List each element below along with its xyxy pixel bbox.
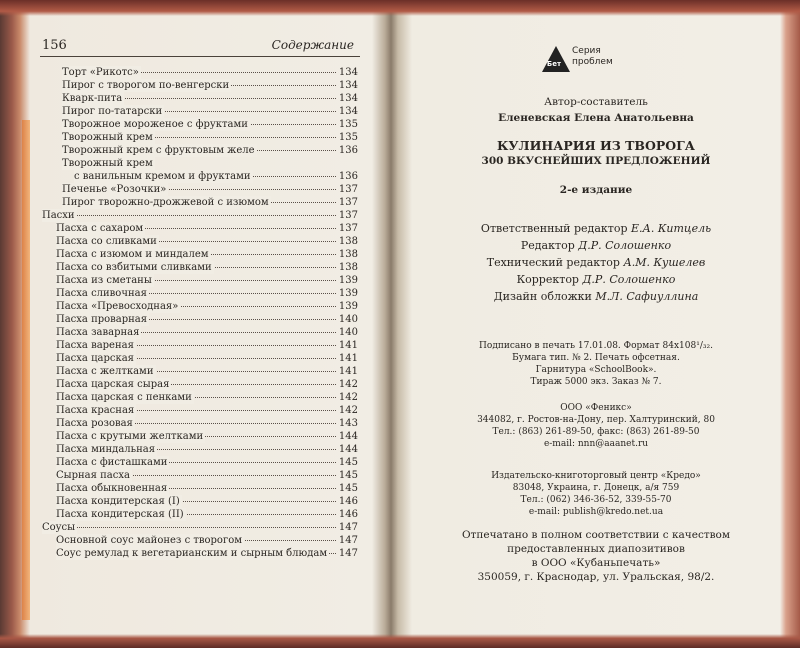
credit-name: Д.Р. Солошенко bbox=[578, 239, 672, 252]
toc-entry bbox=[42, 521, 358, 534]
right-page bbox=[418, 34, 774, 594]
toc-entry-title: Пасха кондитерская (II) bbox=[56, 509, 184, 520]
toc-entry-title: Пасха с сахаром bbox=[56, 223, 144, 234]
toc-entry-page: 138 bbox=[338, 236, 358, 247]
toc-entry-title: Творожное мороженое с фруктами bbox=[62, 119, 248, 130]
toc-entry-title: Пасха из сметаны bbox=[56, 275, 152, 286]
toc-entry-title: Пасха с изюмом и миндалем bbox=[56, 249, 209, 260]
toc-entry-page: 134 bbox=[338, 93, 358, 104]
toc-entry-title: Основной соус майонез с творогом bbox=[56, 535, 242, 546]
toc-entry-page: 144 bbox=[338, 431, 358, 442]
toc-entry bbox=[42, 105, 358, 118]
toc-entry-title: Творожный крем bbox=[62, 158, 153, 169]
page-header bbox=[40, 34, 360, 57]
publisher-line: e-mail: nnn@aaanet.ru bbox=[543, 439, 649, 449]
toc-entry-title: Пасха царская bbox=[56, 353, 134, 364]
credits-block bbox=[418, 222, 774, 307]
print-info-line: Подписано в печать 17.01.08. Формат 84х108¹/₃₂. bbox=[479, 341, 713, 351]
credit-role: Редактор bbox=[520, 239, 579, 252]
toc-leader-dots bbox=[42, 215, 336, 216]
print-info-line: Бумага тип. № 2. Печать офсетная. bbox=[512, 353, 680, 363]
credit-line bbox=[418, 273, 774, 290]
toc-entry bbox=[42, 131, 358, 144]
toc-entry-page: 139 bbox=[338, 301, 358, 312]
publisher-line: 344082, г. Ростов-на-Дону, пер. Халтуринский, 80 bbox=[477, 415, 715, 425]
credit-line bbox=[418, 222, 774, 239]
toc-entry bbox=[42, 456, 358, 469]
toc-entry-title: Творожный крем bbox=[62, 132, 153, 143]
toc-entry-page: 137 bbox=[338, 210, 358, 221]
series-logo bbox=[536, 40, 636, 80]
toc-entry bbox=[42, 144, 358, 157]
toc-entry bbox=[42, 443, 358, 456]
book-subtitle: 300 ВКУСНЕЙШИХ ПРЕДЛОЖЕНИЙ bbox=[481, 155, 711, 167]
toc-entry bbox=[42, 157, 358, 170]
toc-entry bbox=[42, 170, 358, 183]
toc-entry-page: 140 bbox=[338, 327, 358, 338]
table-of-contents bbox=[42, 66, 358, 560]
credit-line bbox=[418, 290, 774, 307]
printer-line: предоставленных диапозитивов bbox=[507, 543, 685, 555]
toc-entry bbox=[42, 534, 358, 547]
page-edge-strip bbox=[22, 120, 30, 620]
toc-entry-page: 137 bbox=[338, 197, 358, 208]
compiler-label: Автор-составитель bbox=[544, 96, 648, 108]
toc-entry-page: 145 bbox=[338, 483, 358, 494]
toc-entry-page: 135 bbox=[338, 119, 358, 130]
toc-entry-title: Пасха проварная bbox=[56, 314, 148, 325]
toc-entry-title: Пирог творожно-дрожжевой с изюмом bbox=[62, 197, 269, 208]
toc-entry-title: Пасха миндальная bbox=[56, 444, 156, 455]
toc-entry-page: 140 bbox=[338, 314, 358, 325]
toc-entry-page: 147 bbox=[338, 548, 358, 559]
toc-entry bbox=[42, 66, 358, 79]
toc-entry-title: Пирог с творогом по-венгерски bbox=[62, 80, 230, 91]
toc-entry-page: 139 bbox=[338, 275, 358, 286]
distributor-block bbox=[418, 470, 774, 518]
credit-name: Д.Р. Солошенко bbox=[582, 273, 676, 286]
toc-entry bbox=[42, 209, 358, 222]
distributor-line: Издательско-книготорговый центр «Кредо» bbox=[491, 471, 701, 481]
printer-line: Отпечатано в полном соответствии с качеством bbox=[461, 529, 731, 541]
toc-entry bbox=[42, 326, 358, 339]
toc-entry bbox=[42, 261, 358, 274]
toc-entry-page: 147 bbox=[338, 522, 358, 533]
toc-entry-page: 143 bbox=[338, 418, 358, 429]
toc-entry-title: Пасха царская с пенками bbox=[56, 392, 192, 403]
compiler-name: Еленевская Елена Анатольевна bbox=[498, 112, 694, 124]
print-info-block bbox=[418, 340, 774, 388]
toc-entry-page: 142 bbox=[338, 392, 358, 403]
toc-entry bbox=[42, 404, 358, 417]
publisher-block bbox=[418, 402, 774, 450]
toc-entry-page: 141 bbox=[338, 366, 358, 377]
toc-entry-page: 147 bbox=[338, 535, 358, 546]
toc-entry bbox=[42, 339, 358, 352]
toc-entry-title: Соусы bbox=[42, 522, 76, 533]
toc-entry bbox=[42, 508, 358, 521]
toc-entry bbox=[42, 300, 358, 313]
toc-entry-title: Печенье «Розочки» bbox=[62, 184, 167, 195]
toc-entry-page: 138 bbox=[338, 249, 358, 260]
printer-block bbox=[418, 528, 774, 584]
print-info-line: Гарнитура «SchoolBook». bbox=[535, 365, 657, 375]
toc-entry-page: 141 bbox=[338, 340, 358, 351]
toc-entry-title: Пасха с фисташками bbox=[56, 457, 168, 468]
credit-name: Е.А. Китцель bbox=[631, 222, 712, 235]
toc-entry bbox=[42, 222, 358, 235]
toc-entry-page: 136 bbox=[338, 171, 358, 182]
toc-entry-page: 135 bbox=[338, 132, 358, 143]
toc-entry-title: с ванильным кремом и фруктами bbox=[74, 171, 251, 182]
toc-entry-title: Пасха с крутыми желтками bbox=[56, 431, 204, 442]
toc-entry-title: Пасха «Превосходная» bbox=[56, 301, 179, 312]
toc-entry bbox=[42, 235, 358, 248]
toc-entry bbox=[42, 469, 358, 482]
toc-entry-title: Пасха со сливками bbox=[56, 236, 157, 247]
toc-entry-page: 134 bbox=[338, 80, 358, 91]
credit-role: Дизайн обложки bbox=[493, 290, 596, 303]
toc-entry-title: Творожный крем с фруктовым желе bbox=[62, 145, 255, 156]
toc-entry-page: 145 bbox=[338, 457, 358, 468]
page-number: 156 bbox=[42, 38, 67, 53]
left-page bbox=[40, 34, 365, 594]
toc-entry-title: Пасхи bbox=[42, 210, 75, 221]
toc-entry-page: 138 bbox=[338, 262, 358, 273]
toc-entry-page: 137 bbox=[338, 223, 358, 234]
toc-entry-page: 146 bbox=[338, 509, 358, 520]
book-cover-top-edge bbox=[0, 0, 800, 16]
logo-series-text: Серия проблем bbox=[572, 46, 613, 67]
distributor-line: Тел.: (062) 346-36-52, 339-55-70 bbox=[520, 495, 672, 505]
toc-entry bbox=[42, 391, 358, 404]
toc-entry bbox=[42, 352, 358, 365]
toc-entry-title: Пасха розовая bbox=[56, 418, 133, 429]
toc-entry-page: 136 bbox=[338, 145, 358, 156]
toc-entry bbox=[42, 118, 358, 131]
toc-leader-dots bbox=[42, 527, 336, 528]
toc-entry-page: 144 bbox=[338, 444, 358, 455]
toc-entry bbox=[42, 248, 358, 261]
publisher-line: ООО «Феникс» bbox=[560, 403, 632, 413]
toc-entry-page: 141 bbox=[338, 353, 358, 364]
credit-name: М.Л. Сафиуллина bbox=[595, 290, 699, 303]
toc-entry-title: Пасха с желтками bbox=[56, 366, 154, 377]
distributor-line: 83048, Украина, г. Донецк, а/я 759 bbox=[512, 483, 680, 493]
toc-entry-page: 145 bbox=[338, 470, 358, 481]
toc-entry bbox=[42, 495, 358, 508]
credit-name: А.М. Кушелев bbox=[623, 256, 706, 269]
toc-entry-title: Торт «Рикотс» bbox=[62, 67, 139, 78]
toc-entry-title: Сырная пасха bbox=[56, 470, 130, 481]
edition: 2-е издание bbox=[559, 184, 633, 196]
toc-entry bbox=[42, 274, 358, 287]
book-cover-bottom-edge bbox=[0, 634, 800, 648]
running-head: Содержание bbox=[271, 38, 354, 52]
toc-entry-page: 142 bbox=[338, 379, 358, 390]
toc-entry-title: Пасха царская сырая bbox=[56, 379, 170, 390]
toc-entry bbox=[42, 183, 358, 196]
toc-entry-page: 137 bbox=[338, 184, 358, 195]
toc-entry-page: 134 bbox=[338, 106, 358, 117]
distributor-line: e-mail: publish@kredo.net.ua bbox=[528, 507, 664, 517]
toc-entry bbox=[42, 79, 358, 92]
credit-line bbox=[418, 239, 774, 256]
credit-role: Ответственный редактор bbox=[480, 222, 632, 235]
toc-entry-title: Пасха обыкновенная bbox=[56, 483, 168, 494]
credit-line bbox=[418, 256, 774, 273]
toc-entry-title: Пасха заварная bbox=[56, 327, 140, 338]
logo-bet-text: Бет bbox=[546, 60, 562, 68]
credit-role: Технический редактор bbox=[486, 256, 624, 269]
toc-entry-page: 146 bbox=[338, 496, 358, 507]
toc-entry-title: Пасха вареная bbox=[56, 340, 134, 351]
printer-line: в ООО «Кубаньпечать» bbox=[531, 557, 661, 569]
toc-entry bbox=[42, 365, 358, 378]
toc-entry-title: Пасха красная bbox=[56, 405, 135, 416]
toc-entry bbox=[42, 482, 358, 495]
toc-entry bbox=[42, 430, 358, 443]
printer-line: 350059, г. Краснодар, ул. Уральская, 98/2. bbox=[477, 571, 715, 583]
toc-entry bbox=[42, 313, 358, 326]
credit-role: Корректор bbox=[516, 273, 583, 286]
toc-entry-page: 142 bbox=[338, 405, 358, 416]
toc-entry-title: Пасха сливочная bbox=[56, 288, 147, 299]
toc-entry-title: Пасха со взбитыми сливками bbox=[56, 262, 212, 273]
toc-entry-page: 139 bbox=[338, 288, 358, 299]
toc-entry bbox=[42, 547, 358, 560]
toc-entry-title: Кварк-пита bbox=[62, 93, 123, 104]
toc-entry bbox=[42, 287, 358, 300]
toc-entry-title: Пасха кондитерская (I) bbox=[56, 496, 180, 507]
toc-entry-page: 134 bbox=[338, 67, 358, 78]
toc-entry bbox=[42, 196, 358, 209]
toc-entry bbox=[42, 92, 358, 105]
toc-entry bbox=[42, 378, 358, 391]
toc-entry-title: Соус ремулад к вегетарианским и сырным блюдам bbox=[56, 548, 328, 559]
toc-entry bbox=[42, 417, 358, 430]
publisher-line: Тел.: (863) 261-89-50, факс: (863) 261-89-50 bbox=[492, 427, 700, 437]
triangle-logo-icon bbox=[542, 46, 570, 72]
toc-entry-title: Пирог по-татарски bbox=[62, 106, 163, 117]
book-title: КУЛИНАРИЯ ИЗ ТВОРОГА bbox=[497, 138, 695, 153]
print-info-line: Тираж 5000 экз. Заказ № 7. bbox=[530, 377, 662, 387]
